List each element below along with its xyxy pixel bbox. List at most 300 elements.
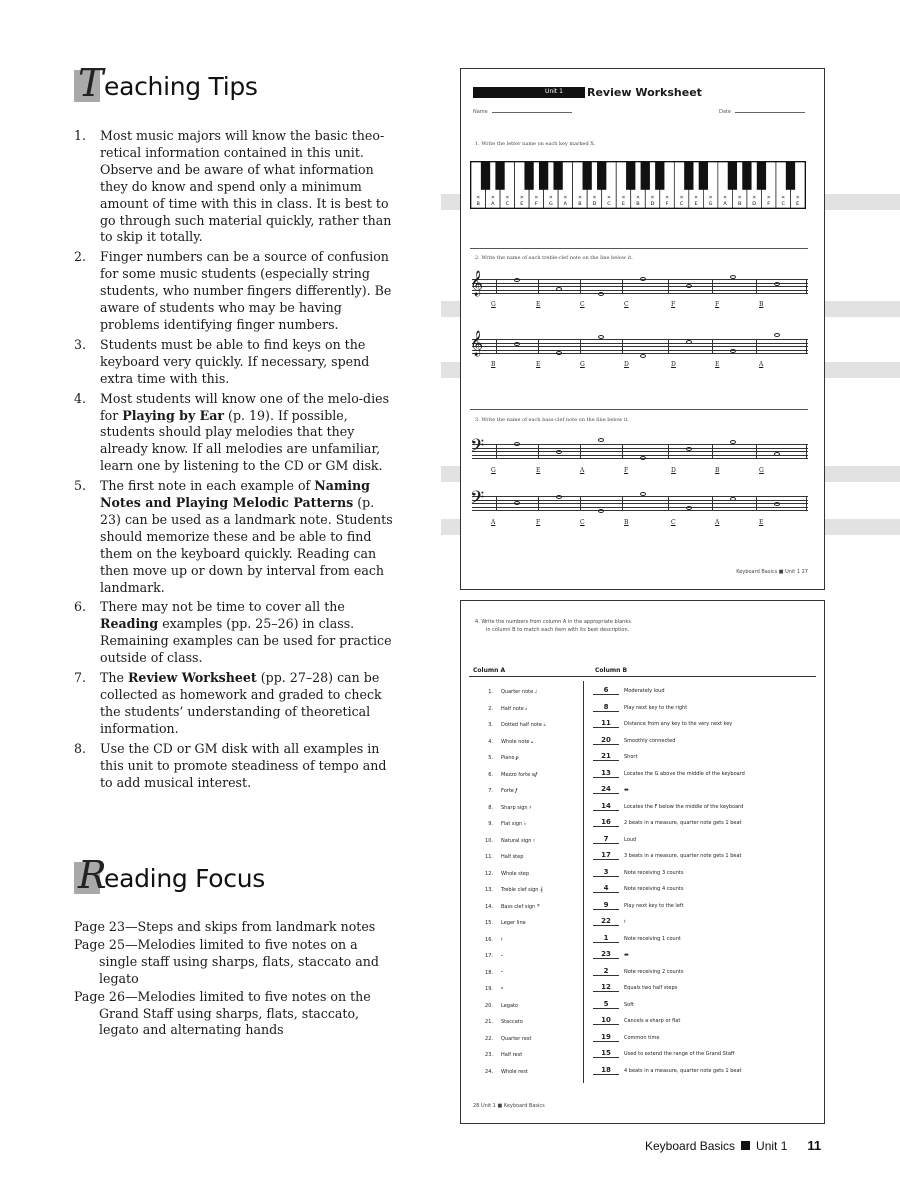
answer-letter: F — [624, 467, 629, 474]
item-term: Quarter note ♩ — [501, 689, 538, 695]
tip-text: Most music majors will know the basic theo-retical information contained in this unit. Observe and be aware of what information they do know and spend only a minimum amount of time with this in class. It is best to go through such material quickly, rather than to skip it totally. — [100, 128, 392, 245]
tip-item — [74, 599, 394, 667]
column-b-item — [593, 901, 684, 910]
answer-letter: D — [671, 467, 676, 474]
column-b-item — [593, 818, 741, 827]
reading-focus-item: Page 25—Melodies limited to five notes on a single staff using sharps, flats, staccato and legato — [74, 936, 379, 986]
item-number: 17. — [485, 953, 493, 959]
key-x-mark: × — [534, 194, 539, 201]
key-letter: C — [505, 201, 510, 208]
tip-number: 3. — [74, 336, 87, 352]
column-b-item — [593, 1066, 741, 1075]
item-term: Whole note 𝅝 — [501, 738, 534, 745]
item-description: 𝄽 — [624, 919, 626, 925]
key-letter: C — [679, 201, 684, 208]
item-description: Note receiving 1 count — [624, 935, 681, 942]
tip-item — [74, 391, 394, 476]
staff-line — [472, 350, 808, 351]
unit-label: Unit 1 — [545, 88, 563, 95]
date-label: Date — [719, 109, 731, 115]
item-number: 10. — [485, 837, 493, 844]
bass-staff-1 — [470, 436, 808, 461]
worksheet-footer: 28 Unit 1 ■ Keyboard Basics — [473, 1103, 545, 1109]
key-letter: A — [491, 201, 495, 208]
tip-text: Use the CD or GM disk with all examples in this unit to promote steadiness of tempo and to add musical interest. — [100, 740, 387, 790]
divider — [470, 248, 808, 249]
review-worksheet-page-28 — [460, 600, 825, 1124]
column-b-item — [593, 950, 629, 959]
item-number: 14. — [485, 903, 493, 910]
column-a-item — [471, 887, 543, 893]
answer-letter: E — [536, 361, 541, 368]
heading-cap-box — [74, 853, 107, 897]
answer-letter: E — [536, 467, 541, 474]
bass-staff-2 — [470, 488, 808, 513]
key-x-mark: × — [679, 194, 684, 201]
bar-line — [668, 279, 669, 293]
item-term: Half note 𝅗𝅥 — [501, 705, 528, 712]
item-description: Used to extend the range of the Grand Staff — [624, 1051, 735, 1057]
item-term: Leger line — [501, 920, 526, 926]
item-description: 4 beats in a measure, quarter note gets 1 beat — [624, 1067, 742, 1074]
staff-line — [472, 444, 808, 445]
tip-number: 2. — [74, 249, 87, 265]
reading-focus-item: Page 23—Steps and skips from landmark notes — [74, 919, 376, 934]
answer-letter: E — [536, 301, 541, 308]
key-x-mark: × — [476, 194, 481, 201]
item-number: 1. — [488, 689, 493, 695]
answer-blank: 5 — [593, 1000, 619, 1009]
whole-note — [640, 277, 646, 281]
answer-letter: B — [624, 519, 629, 526]
answer-blank: 4 — [593, 884, 619, 893]
whole-note — [598, 509, 604, 513]
book-title: Keyboard Basics — [645, 1139, 736, 1153]
answer-letter: B — [715, 467, 720, 474]
column-b-item — [593, 983, 677, 992]
answer-blank: 18 — [593, 1066, 619, 1075]
black-key — [684, 162, 693, 190]
key-x-mark: × — [752, 194, 757, 201]
bar-line — [756, 496, 757, 510]
item-number: 2. — [488, 705, 493, 712]
treble-answers-1 — [481, 301, 801, 311]
whole-note — [730, 440, 736, 444]
black-key — [539, 162, 548, 190]
column-a-item — [471, 937, 503, 943]
column-b-item — [593, 785, 629, 794]
bar-line — [622, 496, 623, 510]
staff-line — [472, 283, 808, 284]
answer-blank: 1 — [593, 934, 619, 943]
column-b-item — [593, 736, 675, 745]
answer-blank: 24 — [593, 785, 619, 794]
whole-note — [686, 506, 692, 510]
bar-line — [496, 279, 497, 293]
item-number: 13. — [485, 887, 493, 893]
staff-line — [472, 510, 808, 511]
item-term: Bass clef sign 𝄢 — [501, 903, 540, 910]
bar-line — [756, 444, 757, 458]
item-term: Piano 𝆏 — [501, 755, 519, 761]
item-number: 4. — [488, 738, 493, 745]
black-key — [655, 162, 664, 190]
tip-emphasis: Review Worksheet — [127, 670, 257, 686]
question-1: 1. Write the letter name on each key marked X. — [475, 141, 596, 147]
key-letter: D — [752, 201, 757, 208]
column-b-item — [593, 802, 743, 811]
whole-note — [556, 287, 562, 291]
answer-blank: 16 — [593, 818, 619, 827]
answer-blank: 21 — [593, 752, 619, 761]
staff-line — [472, 290, 808, 291]
column-a-item — [471, 953, 503, 959]
bar-line — [580, 496, 581, 510]
bar-line — [538, 339, 539, 353]
answer-letter: A — [491, 519, 496, 526]
item-description: Loud — [624, 836, 637, 843]
bar-line — [806, 444, 807, 458]
column-heading-rule — [469, 676, 816, 677]
item-number: 22. — [485, 1035, 493, 1042]
answer-letter: D — [671, 361, 676, 368]
item-term: 𝄴 — [501, 986, 504, 992]
question-4-line-2: in column B to match each item with its best description. — [486, 627, 630, 633]
key-letter: B — [737, 201, 742, 208]
black-key — [757, 162, 766, 190]
tip-number: 8. — [74, 740, 87, 756]
tip-number: 1. — [74, 128, 87, 143]
key-letter: B — [476, 201, 480, 208]
staff-line — [472, 500, 808, 501]
black-key — [626, 162, 635, 190]
answer-blank: 13 — [593, 769, 619, 778]
column-b-item — [593, 967, 683, 976]
item-description: ▬ — [624, 952, 629, 958]
item-description: 3 beats in a measure, quarter note gets 1 beat — [624, 853, 742, 859]
item-term: Half step — [501, 854, 524, 860]
item-term: Treble clef sign 𝄞 — [501, 887, 544, 893]
column-b-item — [593, 917, 626, 926]
key-x-mark: × — [592, 194, 597, 201]
tip-number: 5. — [74, 478, 87, 494]
whole-note — [640, 492, 646, 496]
item-term: Quarter rest — [501, 1035, 532, 1042]
bar-line — [622, 339, 623, 353]
whole-note — [730, 349, 736, 353]
key-letter: F — [534, 201, 538, 208]
answer-blank: 15 — [593, 1049, 619, 1058]
item-description: 2 beats in a measure, quarter note gets 1 beat — [624, 820, 742, 826]
item-number: 24. — [485, 1068, 493, 1075]
tip-number: 7. — [74, 670, 87, 686]
answer-blank: 3 — [593, 868, 619, 877]
tip-emphasis: Naming Notes and Playing Melodic Patterns — [100, 478, 370, 511]
whole-note — [774, 282, 780, 286]
item-number: 18. — [485, 969, 493, 976]
bar-line — [622, 279, 623, 293]
item-description: Equals two half steps — [624, 985, 678, 991]
review-worksheet-page-27 — [460, 68, 825, 590]
key-letter: B — [578, 201, 582, 208]
key-letter: C — [607, 201, 611, 208]
column-a-item — [471, 1003, 518, 1009]
teaching-tips-heading — [74, 61, 258, 105]
tip-text: (pp. 27–28) can be collected as homework and graded to check the students’ understanding of theoretical information. — [100, 670, 382, 736]
answer-letter: E — [715, 361, 720, 368]
black-key — [553, 162, 562, 190]
footer-square — [741, 1141, 750, 1150]
column-divider — [583, 681, 584, 1083]
tip-emphasis: Reading — [100, 616, 159, 632]
column-a-item — [471, 739, 533, 745]
answer-blank: 9 — [593, 901, 619, 910]
tip-text: The first note in each example of — [100, 478, 315, 494]
column-a-item — [471, 904, 540, 910]
column-a-item — [471, 805, 532, 811]
column-a-item — [471, 920, 526, 926]
tip-text: There may not be time to cover all the — [100, 599, 345, 615]
date-field — [719, 109, 805, 115]
bar-line — [712, 279, 713, 293]
whole-note — [640, 456, 646, 460]
answer-blank: 23 — [593, 950, 619, 959]
staff-line — [472, 293, 808, 294]
black-key — [641, 162, 650, 190]
item-number: 6. — [488, 771, 493, 778]
bar-line — [538, 444, 539, 458]
item-description: Smoothly connected — [624, 737, 676, 744]
key-x-mark: × — [519, 194, 524, 201]
column-a-item — [471, 1069, 528, 1075]
item-description: Distance from any key to the very next key — [624, 721, 733, 727]
worksheet-footer: Keyboard Basics ■ Unit 1 27 — [736, 569, 808, 575]
heading-text: eading Focus — [104, 863, 265, 893]
column-a-item — [471, 772, 537, 778]
bar-line — [712, 444, 713, 458]
answer-letter: G — [580, 361, 585, 368]
question-4-line-1: 4. Write the numbers from column A in the appropriate blanks — [475, 619, 631, 625]
column-b-item — [593, 1049, 734, 1058]
black-key — [524, 162, 533, 190]
whole-note — [774, 333, 780, 337]
answer-letter: C — [624, 301, 629, 308]
whole-note — [730, 497, 736, 501]
bar-line — [496, 444, 497, 458]
black-key — [597, 162, 606, 190]
column-b-item — [593, 686, 665, 695]
heading-cap-letter: R — [78, 853, 107, 897]
answer-letter: F — [671, 301, 676, 308]
item-term: Flat sign ♭ — [501, 821, 527, 827]
key-x-mark: × — [621, 194, 626, 201]
item-description: Note receiving 4 counts — [624, 886, 684, 892]
name-label: Name — [473, 109, 488, 115]
column-a-item — [471, 755, 519, 761]
key-x-mark: × — [708, 194, 713, 201]
column-b-item — [593, 934, 681, 943]
bar-line — [756, 339, 757, 353]
answer-letter: C — [580, 301, 585, 308]
key-x-mark: × — [766, 194, 771, 201]
whole-note — [514, 442, 520, 446]
item-term: 𝄽 — [501, 936, 503, 943]
key-letter: E — [796, 201, 800, 208]
bass-clef-icon: 𝄢 — [470, 436, 485, 461]
whole-note — [598, 292, 604, 296]
column-a-item — [471, 788, 517, 794]
worksheet-title: Review Worksheet — [587, 86, 702, 99]
item-number: 15. — [485, 920, 493, 926]
staff-line — [472, 503, 808, 504]
answer-letter: E — [759, 519, 764, 526]
answer-letter: G — [759, 467, 764, 474]
black-key — [495, 162, 504, 190]
staff-line — [472, 451, 808, 452]
bar-line — [712, 339, 713, 353]
staff-line — [472, 507, 808, 508]
item-term: Half rest — [501, 1052, 523, 1058]
tip-text: (p. 19). If possible, students should play melodies that they already know. If all melodies are unfamiliar, learn one by listening to the CD or GM disk. — [100, 407, 383, 474]
tip-number: 6. — [74, 599, 87, 615]
unit-bar — [473, 87, 585, 98]
treble-staff-1 — [470, 271, 808, 296]
bar-line — [496, 496, 497, 510]
item-number: 5. — [488, 755, 493, 761]
tip-number: 4. — [74, 390, 87, 406]
item-term: Sharp sign ♯ — [501, 804, 532, 811]
item-number: 9. — [488, 821, 493, 827]
item-description: Locates the F below the middle of the keyboard — [624, 803, 744, 810]
answer-blank: 6 — [593, 686, 619, 695]
answer-letter: G — [491, 467, 496, 474]
column-a-item — [471, 1052, 522, 1058]
tip-text: (p. 23) can be used as a landmark note. Students should memorize these and be able to find them on the keyboard quickly. Reading can then move up or down by interval from each landmark. — [100, 495, 393, 595]
key-x-mark: × — [505, 194, 510, 201]
staff-line — [472, 455, 808, 456]
key-x-mark: × — [490, 194, 495, 201]
key-letter: E — [520, 201, 524, 208]
name-field — [473, 109, 572, 115]
treble-clef-icon: 𝄞 — [470, 271, 484, 296]
reading-focus-heading — [74, 853, 265, 897]
tip-text: Most students will know one of the melo-dies for — [100, 390, 390, 423]
whole-note — [640, 354, 646, 358]
bar-line — [496, 339, 497, 353]
item-term: Staccato — [501, 1019, 523, 1025]
bar-line — [538, 279, 539, 293]
item-term: 𝄼 — [501, 953, 503, 959]
item-number: 16. — [485, 936, 493, 943]
tip-text: Students must be able to find keys on the keyboard very quickly. If necessary, spend extra time with this. — [100, 336, 370, 386]
column-b-item — [593, 703, 687, 712]
bass-answers-2 — [481, 519, 801, 529]
whole-note — [598, 438, 604, 442]
item-number: 8. — [488, 804, 493, 811]
item-number: 12. — [485, 870, 493, 877]
tip-text: Finger numbers can be a source of confusion for some music students (especially string students, who number fingers differently). Be aware of students who may be having problems identifying finger numbers. — [100, 249, 392, 332]
staff-line — [472, 448, 808, 449]
black-key — [481, 162, 490, 190]
reading-focus-item: Page 26—Melodies limited to five notes on the Grand Staff using sharps, flats, staccato, legato and alternating hands — [74, 988, 371, 1038]
page-number: 11 — [807, 1138, 822, 1153]
bar-line — [806, 496, 807, 510]
answer-blank: 8 — [593, 703, 619, 712]
key-x-mark: × — [563, 194, 568, 201]
whole-note — [556, 351, 562, 355]
answer-blank: 17 — [593, 851, 619, 860]
answer-letter: A — [759, 361, 764, 368]
answer-letter: C — [671, 519, 676, 526]
key-letter: D — [592, 201, 597, 208]
item-description: Play next key to the left — [624, 902, 684, 909]
key-letter: E — [694, 201, 698, 208]
item-description: ▬ — [624, 787, 629, 793]
whole-note — [686, 340, 692, 344]
column-a-item — [471, 706, 527, 712]
item-term: Forte 𝆑 — [501, 788, 518, 794]
item-description: Moderately loud — [624, 688, 665, 694]
key-x-mark: × — [723, 194, 728, 201]
answer-letter: D — [624, 361, 629, 368]
answer-blank: 12 — [593, 983, 619, 992]
key-x-mark: × — [795, 194, 800, 201]
key-letter: A — [563, 201, 568, 208]
question-2: 2. Write the name of each treble-clef note on the line below it. — [475, 255, 633, 261]
whole-note — [514, 342, 520, 346]
answer-letter: F — [715, 301, 720, 308]
column-a-item — [471, 1036, 532, 1042]
bar-line — [712, 496, 713, 510]
bar-line — [538, 496, 539, 510]
piano-keyboard — [470, 161, 806, 209]
key-x-mark: × — [577, 194, 582, 201]
bar-line — [580, 444, 581, 458]
key-x-mark: × — [650, 194, 655, 201]
question-3: 3. Write the name of each bass-clef note on the line below it. — [475, 417, 630, 423]
bar-line — [806, 279, 807, 293]
answer-letter: B — [491, 361, 496, 368]
key-x-mark: × — [635, 194, 641, 201]
item-description: Note receiving 3 counts — [624, 869, 684, 876]
whole-note — [686, 284, 692, 288]
treble-staff-2 — [470, 331, 808, 356]
bar-line — [622, 444, 623, 458]
answer-blank: 7 — [593, 835, 619, 844]
column-b-item — [593, 884, 683, 893]
answer-blank: 2 — [593, 967, 619, 976]
bar-line — [756, 279, 757, 293]
key-letter: B — [636, 201, 640, 208]
tip-item — [74, 741, 394, 792]
item-description: Short — [624, 754, 638, 760]
heading-cap-letter: T — [78, 61, 104, 105]
key-x-mark: × — [694, 194, 699, 201]
column-a-heading: Column A — [473, 667, 506, 674]
whole-note — [774, 452, 780, 456]
divider — [470, 409, 808, 410]
answer-letter: A — [715, 519, 720, 526]
key-letter: D — [650, 201, 655, 208]
bar-line — [806, 339, 807, 353]
answer-letter: A — [580, 467, 585, 474]
key-x-mark: × — [548, 194, 553, 201]
bar-line — [668, 339, 669, 353]
column-a-item — [471, 821, 526, 827]
item-term: 𝄻 — [501, 969, 503, 976]
black-key — [583, 162, 592, 190]
column-b-item — [593, 835, 636, 844]
